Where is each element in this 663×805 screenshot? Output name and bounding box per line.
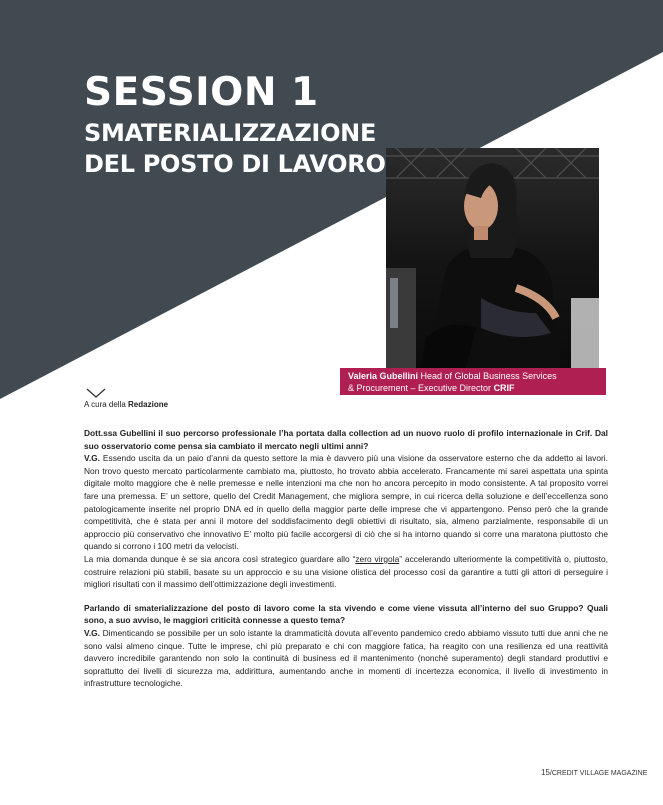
answer-1-initials: V.G.	[84, 453, 100, 464]
article-body	[84, 427, 608, 690]
title-line-2: DEL POSTO DI LAVORO	[84, 150, 386, 178]
page-title	[84, 118, 386, 180]
byline-prefix: A cura della	[84, 400, 129, 409]
caption-role: Head of Global Business Services	[418, 371, 557, 381]
question-2: Parlando di smaterializzazione del posto di lavoro come la sta vivendo e come viene vissuta all’interno del suo Gruppo? Quali sono, a suo avviso, le maggiori criticità connesse a questo tema?	[84, 602, 608, 626]
answer-2-text: Dimenticando se possibile per un solo istante la drammaticità dovuta all’evento pandemico credo abbiamo vissuto tutti due anni che ne sono valsi almeno cinque. Tutte le imprese, chi più preparato e chi con maggiore fatica, ha reagito con una resilienza ed una reattività davvero incredibile garantendo non solo la continuità di business ed il mantenimento (nonché superamento) degli standard produttivi e soprattutto dei livelli di sicurezza ma, addirittura, aumentando anche in momenti di incertezza economica, il livello di investimento in infrastrutture tecnologiche.	[84, 627, 608, 689]
magazine-name: /CREDIT VILLAGE MAGAZINE	[549, 770, 648, 777]
answer-1	[84, 452, 608, 553]
question-1: Dott.ssa Gubellini il suo percorso professionale l’ha portata dalla collection ad un nuovo ruolo di profilo internazionale in Crif. Dal suo osservatorio come pensa sia cambiato il mercato negli ultimi anni?	[84, 428, 608, 451]
photo-caption	[340, 368, 606, 395]
byline-author: Redazione	[128, 400, 169, 409]
chevron-down-icon	[86, 388, 106, 398]
answer-1-continued	[84, 553, 608, 591]
answer-2	[84, 627, 608, 690]
answer-1b-post: ” accelerando ulteriormente la competitività o, piuttosto, costruire relazioni più stabili, basate su un approccio e su una visione olistica del processo così da garantire a tutti gli attori di perseguire i migliori risultati con il massimo dell’ottimizzazione degli investimenti.	[84, 553, 608, 590]
caption-role-2: & Procurement – Executive Director	[348, 382, 494, 393]
answer-2-initials: V.G.	[84, 627, 100, 638]
page-number: 15	[541, 768, 550, 777]
answer-1-text: Essendo uscita da un paio d’anni da questo settore la mia è davvero più una visione da osservatore esterno che da addetto ai lavori. Non trovo questo mercato particolarmente cambiato ma, piuttosto, ho trovato abbia accelerato. Francamente mi sarei aspettata una spinta digitale molto maggiore che è nelle premesse e nelle intenzioni ma che non ho ancora percepito in modo consistente. A tal proposito vorrei fare una premessa. E’ un settore, quello del Credit Management, che migliora sempre, in cui ricerca della soluzione e dell’eccellenza sono patologicamente inserite nel proprio DNA ed in quello della maggior parte delle imprese che vi appartengono. Penso però che la grande competitività, che è stata per anni il motore del soddisfacimento degli obiettivi di risultato, sia, almeno parzialmente, responsabile di un approccio più conservativo che innovativo E’ molto più facile accorgersi di ciò che si ha intorno quando si corre una maratona piuttosto che quando si corrono i 100 metri da velocisti.	[84, 453, 608, 552]
title-line-1: SMATERIALIZZAZIONE	[84, 119, 377, 147]
caption-name: Valeria Gubellini	[348, 371, 419, 381]
speaker-photo	[386, 148, 599, 368]
page-footer	[541, 768, 647, 777]
byline	[84, 400, 168, 409]
zero-virgola-link: zero virgola	[355, 553, 400, 564]
caption-company: CRIF	[493, 382, 515, 393]
session-label: SESSION 1	[84, 70, 319, 115]
answer-1b-pre: La mia domanda dunque è se sia ancora così strategico guardare allo “	[84, 553, 356, 564]
